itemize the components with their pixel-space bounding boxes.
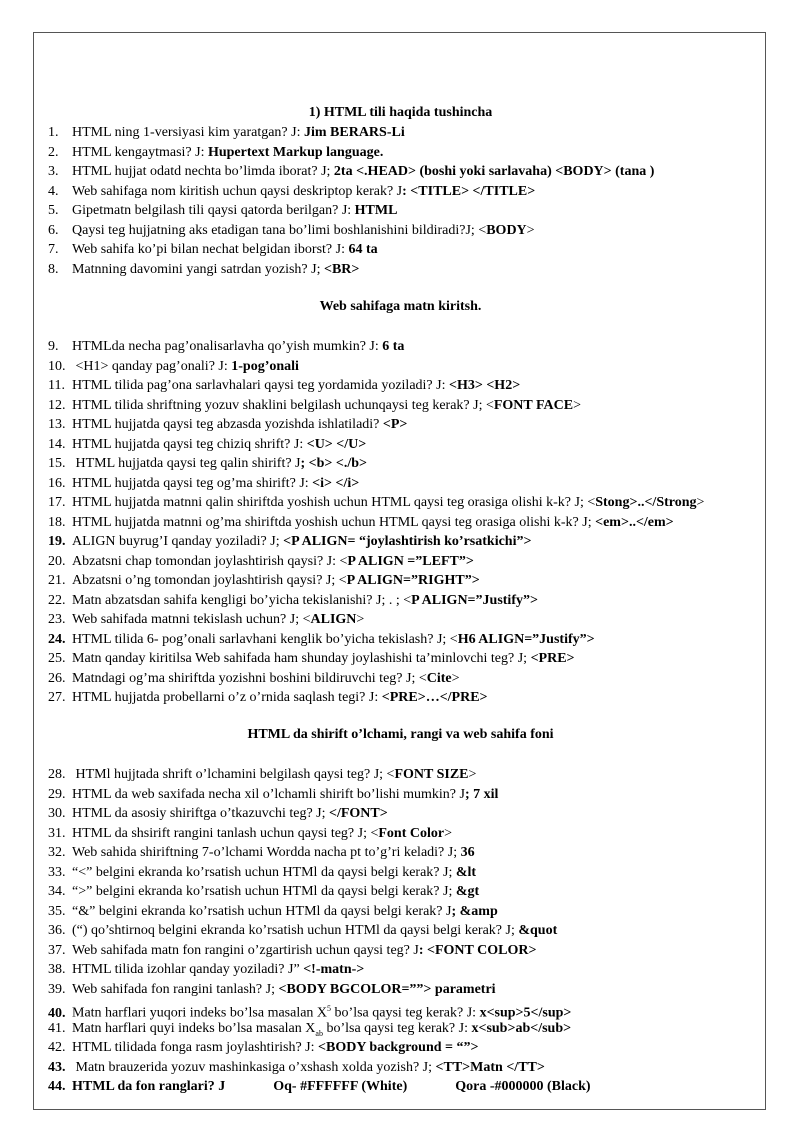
question-text: HTML hujjatda qaysi teg qalin shirift? J xyxy=(72,456,301,471)
question-number: 22. xyxy=(48,592,66,608)
question-item xyxy=(48,164,763,180)
question-number: 34. xyxy=(48,884,66,899)
question-text: HTML tilida izohlar qanday yoziladi? J” xyxy=(72,962,304,977)
question-text: HTML da asosiy shiriftga o’tkazuvchi teg? J; xyxy=(72,806,329,821)
answer-tail: > xyxy=(451,670,460,686)
answer: H6 ALIGN=”Justify”> xyxy=(457,631,595,647)
answer: Font Color xyxy=(378,825,445,841)
question-item xyxy=(48,826,763,842)
question-item xyxy=(48,417,763,433)
answer: Hupertext Markup language. xyxy=(207,144,384,160)
question-item xyxy=(48,651,763,667)
question-number: 9. xyxy=(48,339,59,354)
answer-tail: > xyxy=(573,397,581,413)
question-number: 11. xyxy=(48,378,65,393)
question-item xyxy=(48,359,763,375)
answer: <H3> <H2> xyxy=(448,378,521,393)
question-text: HTML hujjatda probellarni o’z o’rnida saqlash tegi? J: xyxy=(72,690,382,705)
question-number: 38. xyxy=(48,962,66,977)
answer: HTML xyxy=(354,203,398,218)
answer-white: Oq- #FFFFFF (White) xyxy=(273,1079,408,1094)
question-text: Web sahifada matn fon rangini o’zgartirish uchun qaysi teg? J xyxy=(72,942,419,958)
question-number: 31. xyxy=(48,825,66,841)
question-text: ALIGN buyrug’I qanday yoziladi? J; xyxy=(72,534,284,549)
question-number: 42. xyxy=(48,1040,66,1055)
answer: P ALIGN =”LEFT”> xyxy=(347,553,474,569)
question-item xyxy=(48,845,763,861)
question-item xyxy=(48,125,763,141)
question-text: HTML da fon ranglari? J xyxy=(72,1079,226,1094)
question-number: 41. xyxy=(48,1020,66,1036)
answer: <P> xyxy=(382,417,408,432)
question-text: HTML hujjatda matnni qalin shiriftda yoshish uchun HTML qaysi teg orasiga olishi k-k? J; < xyxy=(72,495,596,510)
question-text: Web sahifa ko’pi bilan nechat belgidan iborst? J: xyxy=(72,242,349,257)
question-item xyxy=(48,865,763,881)
question-item xyxy=(48,593,763,609)
question-number: 37. xyxy=(48,942,66,958)
answer-tail: > xyxy=(696,495,705,510)
question-item xyxy=(48,145,763,161)
superscript-example: 5 xyxy=(327,1004,332,1013)
question-number: 40. xyxy=(48,1005,66,1021)
answer: <PRE> xyxy=(530,651,575,666)
question-number: 8. xyxy=(48,261,59,277)
question-text: HTMl hujjtada shrift o’lchamini belgilash qaysi teg? J; < xyxy=(72,767,395,782)
answer-tail: > xyxy=(444,825,452,841)
subscript-example: ab xyxy=(315,1028,323,1038)
question-item xyxy=(48,806,763,822)
question-item xyxy=(48,690,763,706)
question-item xyxy=(48,456,763,472)
question-item xyxy=(48,767,763,783)
question-text: “<” belgini ekranda ko’rsatish uchun HTMl da qaysi belgi kerak? J; xyxy=(72,864,456,880)
question-text: HTML kengaytmasi? J: xyxy=(72,144,208,160)
question-item xyxy=(48,1079,763,1095)
answer: <!-matn-> xyxy=(303,962,365,977)
answer: P ALIGN=”RIGHT”> xyxy=(346,573,480,588)
question-number: 29. xyxy=(48,786,66,802)
answer: ; 7 xil xyxy=(464,786,499,802)
question-item xyxy=(48,184,763,200)
answer: &quot xyxy=(518,923,558,938)
answer: : <FONT COLOR> xyxy=(418,942,537,958)
question-number: 19. xyxy=(48,534,66,549)
answer: : <TITLE> </TITLE> xyxy=(402,183,536,199)
answer: FONT FACE xyxy=(493,397,574,413)
question-item xyxy=(48,398,763,414)
question-number: 15. xyxy=(48,456,66,471)
question-number: 27. xyxy=(48,690,66,705)
question-text: HTML hujjatda matnni og’ma shiriftda yoshish uchun HTML qaysi teg orasiga olishi k-k? J; xyxy=(72,514,596,530)
question-text: HTML hujjatda qaysi teg abzasda yozishda ishlatiladi? xyxy=(72,417,383,432)
question-number: 44. xyxy=(48,1079,66,1094)
answer: ALIGN xyxy=(310,612,357,627)
question-text: Matnning davomini yangi satrdan yozish? J; xyxy=(72,261,324,277)
question-item xyxy=(48,515,763,531)
answer: x<sub>ab</sub> xyxy=(471,1020,572,1036)
question-item xyxy=(48,476,763,492)
question-item xyxy=(48,1021,763,1042)
question-number: 39. xyxy=(48,981,66,997)
answer: FONT SIZE xyxy=(394,767,469,782)
question-number: 7. xyxy=(48,242,59,257)
question-item xyxy=(48,534,763,550)
answer: 64 ta xyxy=(348,242,378,257)
question-item xyxy=(48,962,763,978)
question-number: 2. xyxy=(48,144,59,160)
answer: <em>..</em> xyxy=(595,514,674,530)
question-text: Abzatsni chap tomondan joylashtirish qaysi? J: < xyxy=(72,553,348,569)
question-item xyxy=(48,904,763,920)
question-text: HTML da shsirift rangini tanlash uchun qaysi teg? J; < xyxy=(72,825,379,841)
question-item xyxy=(48,223,763,239)
question-item xyxy=(48,943,763,959)
question-item xyxy=(48,262,763,278)
question-text-continued: bo’lsa qaysi teg kerak? J: xyxy=(331,1005,480,1021)
question-number: 36. xyxy=(48,923,66,938)
question-text: HTML hujjat odatd nechta bo’limda iborat? J; xyxy=(72,164,334,179)
question-text: HTML tilidada fonga rasm joylashtirish? J: xyxy=(72,1040,318,1055)
question-number: 23. xyxy=(48,612,66,627)
question-item xyxy=(48,787,763,803)
question-number: 26. xyxy=(48,670,66,686)
answer: <P ALIGN= “joylashtirish ko’rsatkichi”> xyxy=(283,534,532,549)
question-text: HTML da web saxifada necha xil o’lchamli shirift bo’lishi mumkin? J xyxy=(72,786,465,802)
question-text: Web sahifada fon rangini tanlash? J; xyxy=(72,981,279,997)
question-text: Web sahida shiriftning 7-o’lchami Wordda nacha pt to’g’ri keladi? J; xyxy=(72,845,461,860)
question-item xyxy=(48,203,763,219)
answer: Jim BERARS-Li xyxy=(303,125,405,140)
answer: 36 xyxy=(460,845,475,860)
question-number: 13. xyxy=(48,417,66,432)
question-text: HTML hujjatda qaysi teg og’ma shirift? J: xyxy=(72,475,313,491)
question-number: 20. xyxy=(48,553,66,569)
question-item xyxy=(48,242,763,258)
question-item xyxy=(48,1040,763,1056)
question-text: HTML ning 1-versiyasi kim yaratgan? J: xyxy=(72,125,304,140)
question-number: 12. xyxy=(48,397,66,413)
question-text: Gipetmatn belgilash tili qaysi qatorda berilgan? J: xyxy=(72,203,355,218)
answer: </FONT> xyxy=(329,806,388,821)
question-number: 3. xyxy=(48,164,59,179)
question-text: HTML tilida 6- pog’onali sarlavhani kenglik bo’yicha tekislash? J; < xyxy=(72,631,458,647)
question-text: “&” belgini ekranda ko’rsatish uchun HTMl da qaysi belgi kerak? J xyxy=(72,903,452,919)
question-text: Matn abzatsdan sahifa kengligi bo’yicha tekislanishi? J; . ; < xyxy=(72,592,412,608)
question-number: 25. xyxy=(48,651,66,666)
answer: BODY xyxy=(486,222,527,238)
question-number: 6. xyxy=(48,222,59,238)
answer: Stong>..</Strong xyxy=(595,495,697,510)
question-number: 16. xyxy=(48,475,66,491)
question-text: HTMLda necha pag’onalisarlavha qo’yish mumkin? J: xyxy=(72,339,383,354)
answer-black: Qora -#000000 (Black) xyxy=(455,1079,591,1094)
question-number: 14. xyxy=(48,436,66,452)
document-page xyxy=(33,32,766,1110)
answer: x<sup>5</sup> xyxy=(479,1005,572,1021)
question-item xyxy=(48,632,763,648)
question-text: HTML tilida pag’ona sarlavhalari qaysi teg yordamida yoziladi? J: xyxy=(72,378,449,393)
answer: 2ta <.HEAD> (boshi yoki sarlavaha) <BODY> (tana ) xyxy=(333,164,655,179)
question-number: 30. xyxy=(48,806,66,821)
answer: Cite xyxy=(426,670,452,686)
answer: <i> </i> xyxy=(312,475,360,491)
section-heading-text-entry: Web sahifaga matn kiritsh. xyxy=(319,299,482,314)
answer: ; &amp xyxy=(451,903,498,919)
question-item xyxy=(48,573,763,589)
question-item xyxy=(48,554,763,570)
question-text: (“) qo’shtirnoq belgini ekranda ko’rsatish uchun HTMl da qaysi belgi kerak? J; xyxy=(72,923,519,938)
question-text: Matn harflari quyi indeks bo’lsa masalan X xyxy=(72,1020,316,1036)
answer-tail: > xyxy=(526,222,535,238)
answer: ; <b> <./b> xyxy=(300,456,368,471)
question-text: Matn qanday kiritilsa Web sahifada ham shunday joylashishi ta’minlovchi teg? J; xyxy=(72,651,531,666)
answer: <PRE>…</PRE> xyxy=(381,690,488,705)
question-text: <H1> qanday pag’onali? J: xyxy=(72,358,232,374)
question-number: 1. xyxy=(48,125,59,140)
question-number: 43. xyxy=(48,1059,66,1075)
question-text: Abzatsni o’ng tomondan joylashtirish qaysi? J; < xyxy=(72,573,347,588)
question-number: 32. xyxy=(48,845,66,860)
answer-tail: > xyxy=(468,767,477,782)
question-item xyxy=(48,1060,763,1076)
question-text: Qaysi teg hujjatning aks etadigan tana bo’limi boshlanishini bildiradi?J; < xyxy=(72,222,487,238)
answer: 6 ta xyxy=(382,339,405,354)
question-number: 4. xyxy=(48,183,59,199)
question-number: 24. xyxy=(48,631,66,647)
answer: <BODY BGCOLOR=””> parametri xyxy=(278,981,496,997)
answer: &lt xyxy=(455,864,477,880)
answer: <BR> xyxy=(323,261,360,277)
question-item xyxy=(48,378,763,394)
question-text-continued: bo’lsa qaysi teg kerak? J: xyxy=(322,1020,472,1036)
question-text: Web sahifada matnni tekislash uchun? J; < xyxy=(72,612,311,627)
section-heading-font-color: HTML da shirift o’lchami, rangi va web sahifa foni xyxy=(247,727,554,742)
question-number: 18. xyxy=(48,514,66,530)
question-item xyxy=(48,495,763,511)
question-item xyxy=(48,612,763,628)
answer: 1-pog’onali xyxy=(231,358,299,374)
question-text: Matn brauzerida yozuv mashinkasiga o’xshash xolda yozish? J; xyxy=(72,1059,436,1075)
question-item xyxy=(48,923,763,939)
question-item xyxy=(48,339,763,355)
question-number: 17. xyxy=(48,495,66,510)
section-heading-html-basics: 1) HTML tili haqida tushincha xyxy=(308,105,493,120)
question-number: 33. xyxy=(48,864,66,880)
question-text: HTML tilida shriftning yozuv shaklini belgilash uchunqaysi teg kerak? J; < xyxy=(72,397,494,413)
answer: P ALIGN=”Justify”> xyxy=(411,592,538,608)
answer: <BODY background = “”> xyxy=(318,1040,479,1055)
question-text: Matndagi og’ma shiriftda yozishni boshini bildiruvchi teg? J; < xyxy=(72,670,427,686)
question-number: 21. xyxy=(48,573,66,588)
question-number: 5. xyxy=(48,203,59,218)
question-item xyxy=(48,437,763,453)
question-text: “>” belgini ekranda ko’rsatish uchun HTMl da qaysi belgi kerak? J; xyxy=(72,884,456,899)
answer: <TT>Matn </TT> xyxy=(435,1059,545,1075)
question-text: Web sahifaga nom kiritish uchun qaysi deskriptop kerak? J xyxy=(72,183,403,199)
answer: <U> </U> xyxy=(306,436,367,452)
question-text: Matn harflari yuqori indeks bo’lsa masalan X xyxy=(72,1005,328,1021)
question-item xyxy=(48,884,763,900)
question-item xyxy=(48,671,763,687)
question-item xyxy=(48,982,763,998)
question-number: 10. xyxy=(48,358,66,374)
question-number: 35. xyxy=(48,903,66,919)
question-item xyxy=(48,1001,763,1022)
answer: &gt xyxy=(455,884,480,899)
question-text: HTML hujjatda qaysi teg chiziq shrift? J: xyxy=(72,436,307,452)
question-number: 28. xyxy=(48,767,66,782)
answer-tail: > xyxy=(356,612,365,627)
